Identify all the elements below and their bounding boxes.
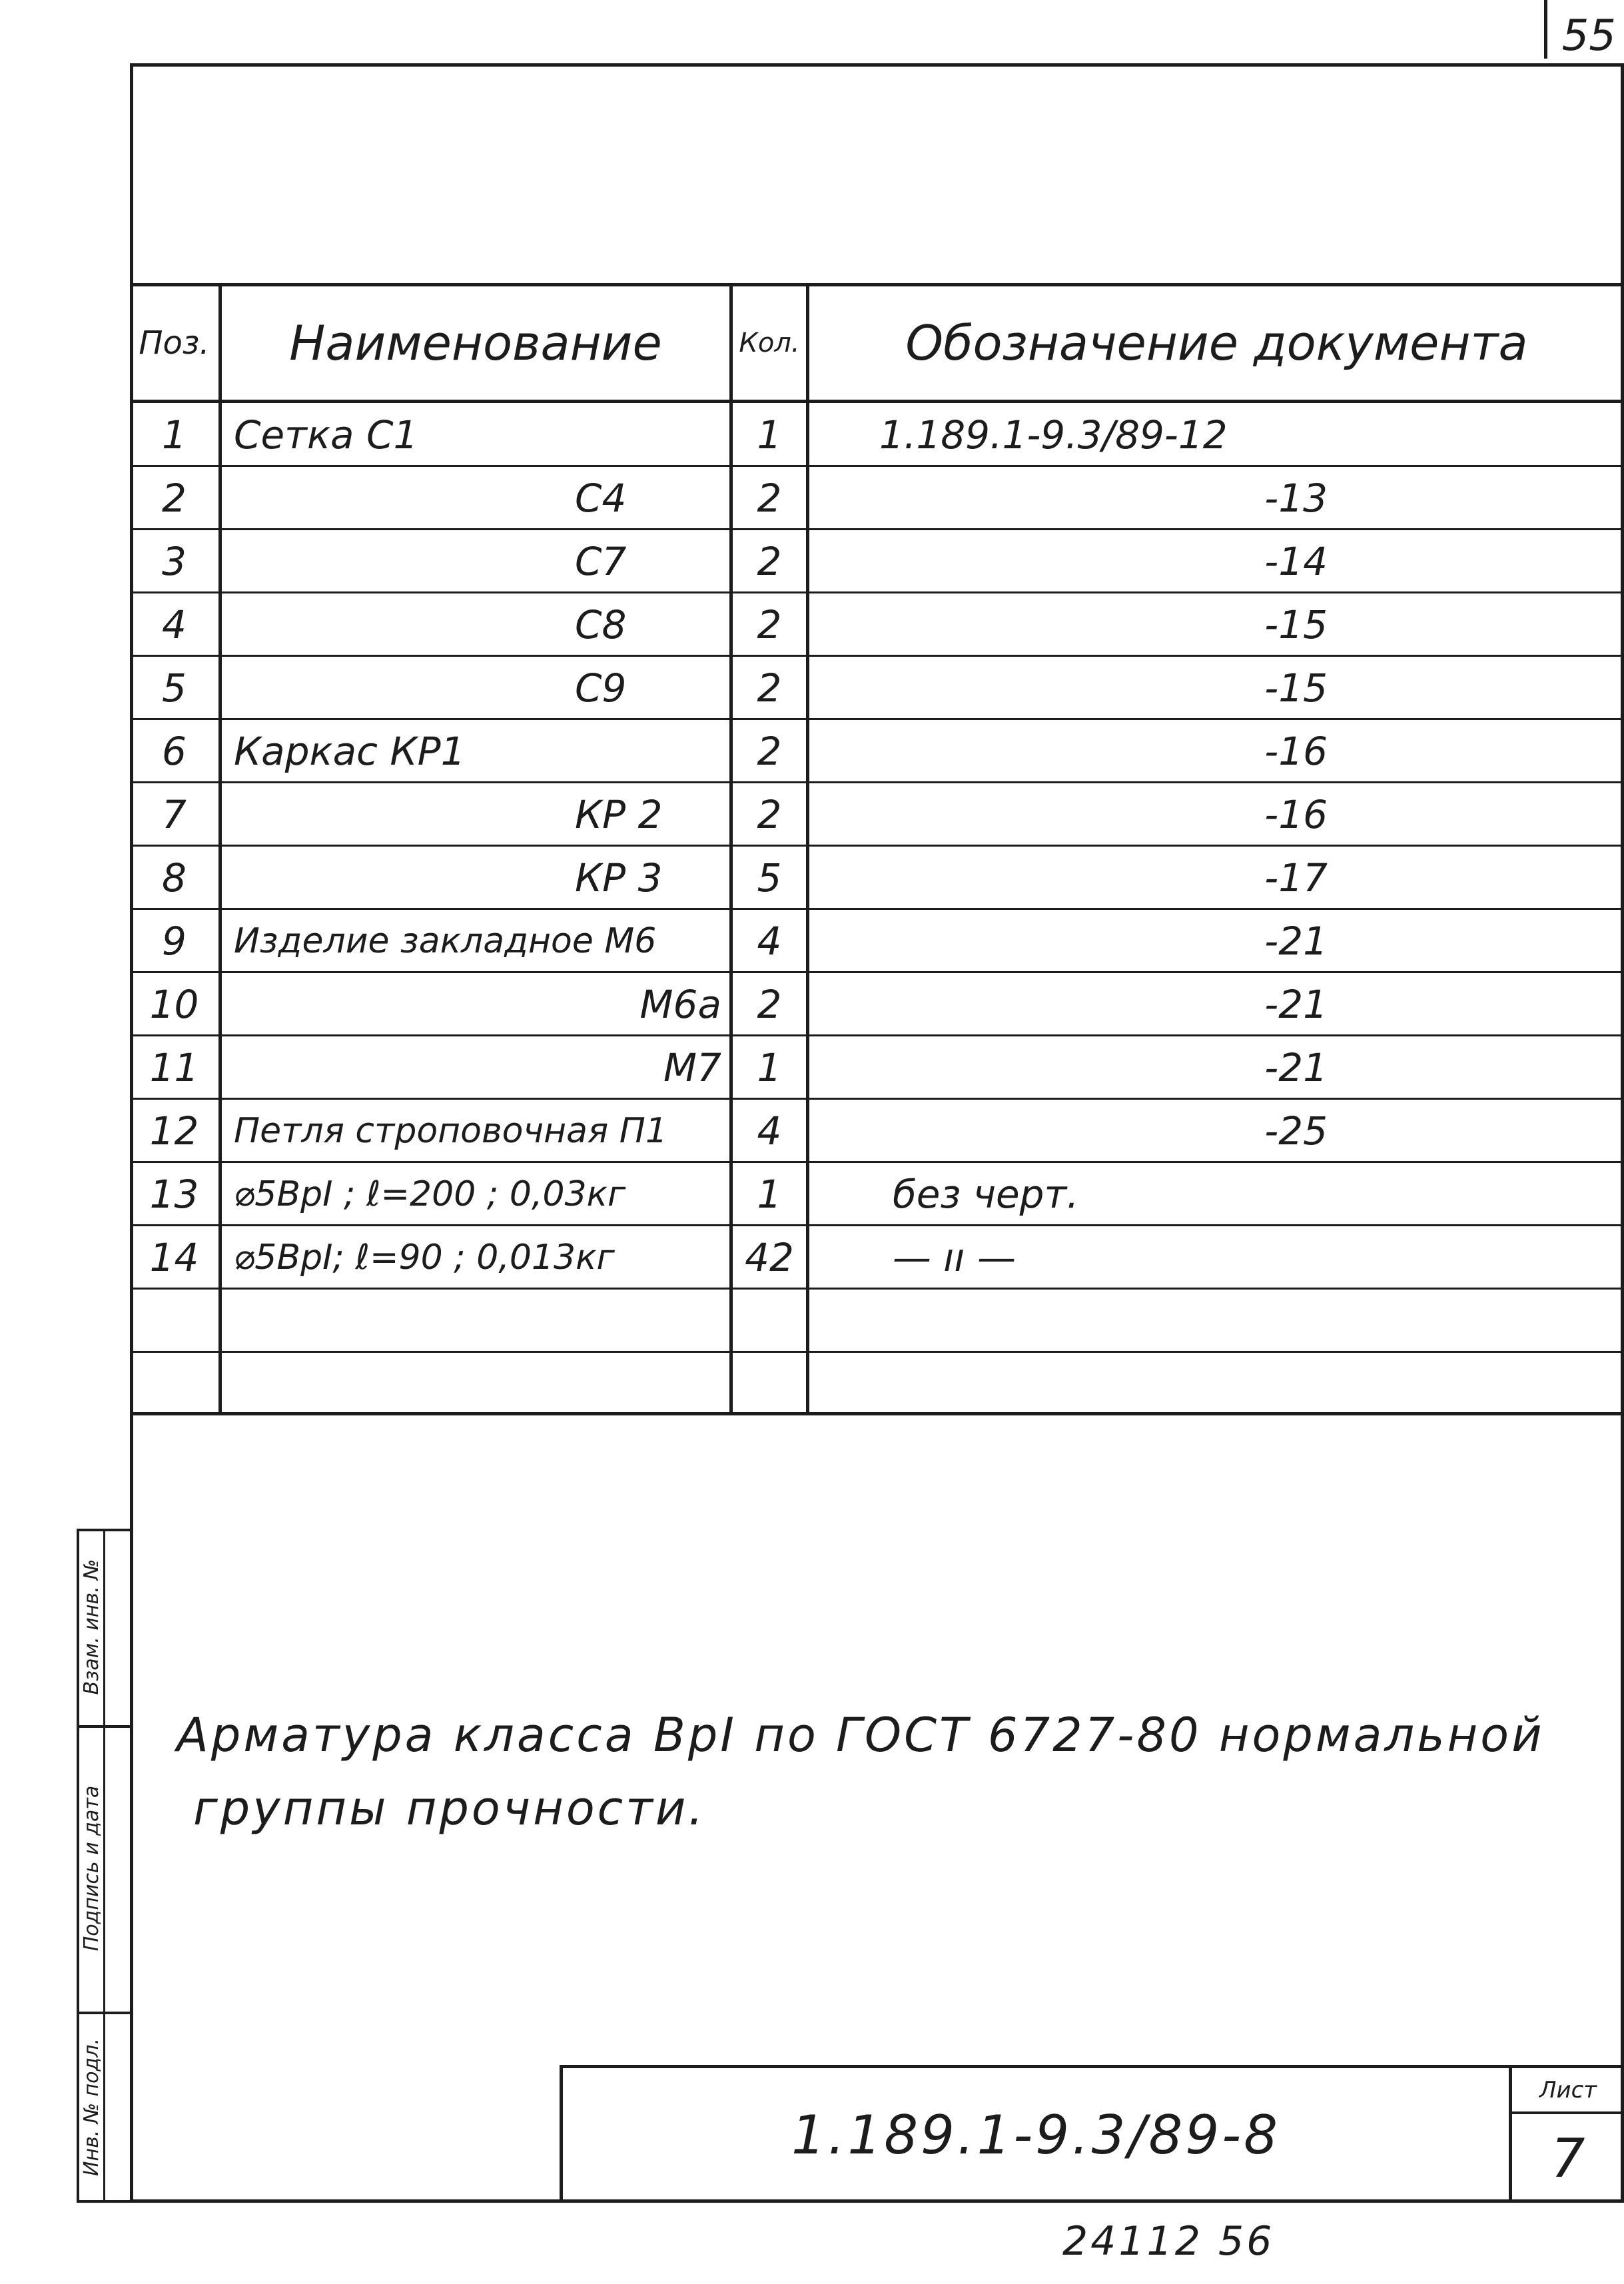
row-pos: 14 <box>149 1234 199 1280</box>
row-qty: 5 <box>757 855 782 901</box>
row-pos: 8 <box>162 855 187 901</box>
title-block-sheet-number: 7 <box>1551 2127 1585 2189</box>
row-qty: 1 <box>757 1171 782 1217</box>
row-qty: 2 <box>757 981 782 1027</box>
row-qty: 2 <box>757 728 782 774</box>
row-doc: -25 <box>1264 1108 1328 1154</box>
title-block-sheet-label: Лист <box>1539 2076 1597 2103</box>
row-qty: 4 <box>757 1108 782 1154</box>
row-name: С8 <box>575 601 627 647</box>
row-qty: 1 <box>757 412 782 458</box>
row-qty <box>733 1289 806 1352</box>
row-name: М6а <box>639 981 721 1027</box>
row-qty: 1 <box>757 1044 782 1090</box>
row-qty <box>733 1352 806 1415</box>
row-doc: -16 <box>1264 728 1328 774</box>
row-pos: 6 <box>162 728 187 774</box>
row-pos <box>130 1289 218 1352</box>
row-name: С7 <box>575 538 627 584</box>
row-doc: без черт. <box>893 1171 1079 1217</box>
row-name: ⌀5ВрI ; ℓ=200 ; 0,03кг <box>234 1174 626 1214</box>
row-doc: -13 <box>1264 475 1328 521</box>
row-qty: 2 <box>757 475 782 521</box>
row-pos: 11 <box>149 1044 199 1090</box>
row-doc: -21 <box>1264 918 1328 964</box>
row-pos: 7 <box>162 791 187 837</box>
row-pos: 1 <box>162 412 187 458</box>
side-stamp-inv-podl: Инв. № подл. <box>79 2038 103 2176</box>
row-name: Изделие закладное М6 <box>234 921 657 961</box>
header-pos: Поз. <box>139 324 210 362</box>
archive-number: 24112 56 <box>1062 2218 1275 2265</box>
side-stamp-vzam-inv: Взам. инв. № <box>79 1559 103 1695</box>
row-name: С9 <box>575 665 627 711</box>
row-doc <box>809 1352 1624 1415</box>
note-line-1: Арматура класса ВрI по ГОСТ 6727-80 нормальной <box>177 1708 1545 1762</box>
row-name: Каркас КР1 <box>234 728 466 774</box>
note-line-2: группы прочности. <box>193 1781 706 1836</box>
header-name: Наименование <box>289 315 662 371</box>
row-doc: -14 <box>1264 538 1328 584</box>
row-doc: -17 <box>1264 855 1328 901</box>
header-doc: Обозначение документа <box>905 315 1528 371</box>
row-qty: 4 <box>757 918 782 964</box>
page-number: 55 <box>1561 11 1616 61</box>
row-qty: 2 <box>757 601 782 647</box>
row-name: М7 <box>663 1044 721 1090</box>
spec-table <box>130 283 1624 1415</box>
row-name: КР 3 <box>575 855 663 901</box>
row-qty: 2 <box>757 665 782 711</box>
row-doc: 1.189.1-9.3/89-12 <box>879 412 1228 458</box>
row-doc: -15 <box>1264 601 1328 647</box>
row-doc: -15 <box>1264 665 1328 711</box>
row-pos: 4 <box>162 601 187 647</box>
row-doc: -21 <box>1264 981 1328 1027</box>
row-name: ⌀5ВрI; ℓ=90 ; 0,013кг <box>234 1237 615 1278</box>
row-name: КР 2 <box>575 791 663 837</box>
row-pos: 12 <box>149 1108 199 1154</box>
page-number-left-rule <box>1544 0 1547 59</box>
row-name: Петля строповочная П1 <box>234 1110 667 1151</box>
row-name: Сетка С1 <box>234 412 418 458</box>
row-pos: 3 <box>162 538 187 584</box>
row-pos: 2 <box>162 475 187 521</box>
row-pos: 5 <box>162 665 187 711</box>
row-qty: 2 <box>757 791 782 837</box>
title-block-designation: 1.189.1-9.3/89-8 <box>791 2104 1280 2166</box>
row-name: С4 <box>575 475 627 521</box>
side-stamp-podpis-data: Подпись и дата <box>79 1785 103 1952</box>
row-doc: — ıı — <box>893 1234 1016 1280</box>
row-pos <box>130 1352 218 1415</box>
row-pos: 9 <box>162 918 187 964</box>
row-pos: 13 <box>149 1171 199 1217</box>
row-doc: -21 <box>1264 1044 1328 1090</box>
row-doc: -16 <box>1264 791 1328 837</box>
row-doc <box>809 1289 1624 1352</box>
header-qty: Кол. <box>739 328 800 358</box>
row-qty: 2 <box>757 538 782 584</box>
row-name <box>222 1289 729 1352</box>
row-qty: 42 <box>745 1234 794 1280</box>
row-pos: 10 <box>149 981 199 1027</box>
row-name <box>222 1352 729 1415</box>
